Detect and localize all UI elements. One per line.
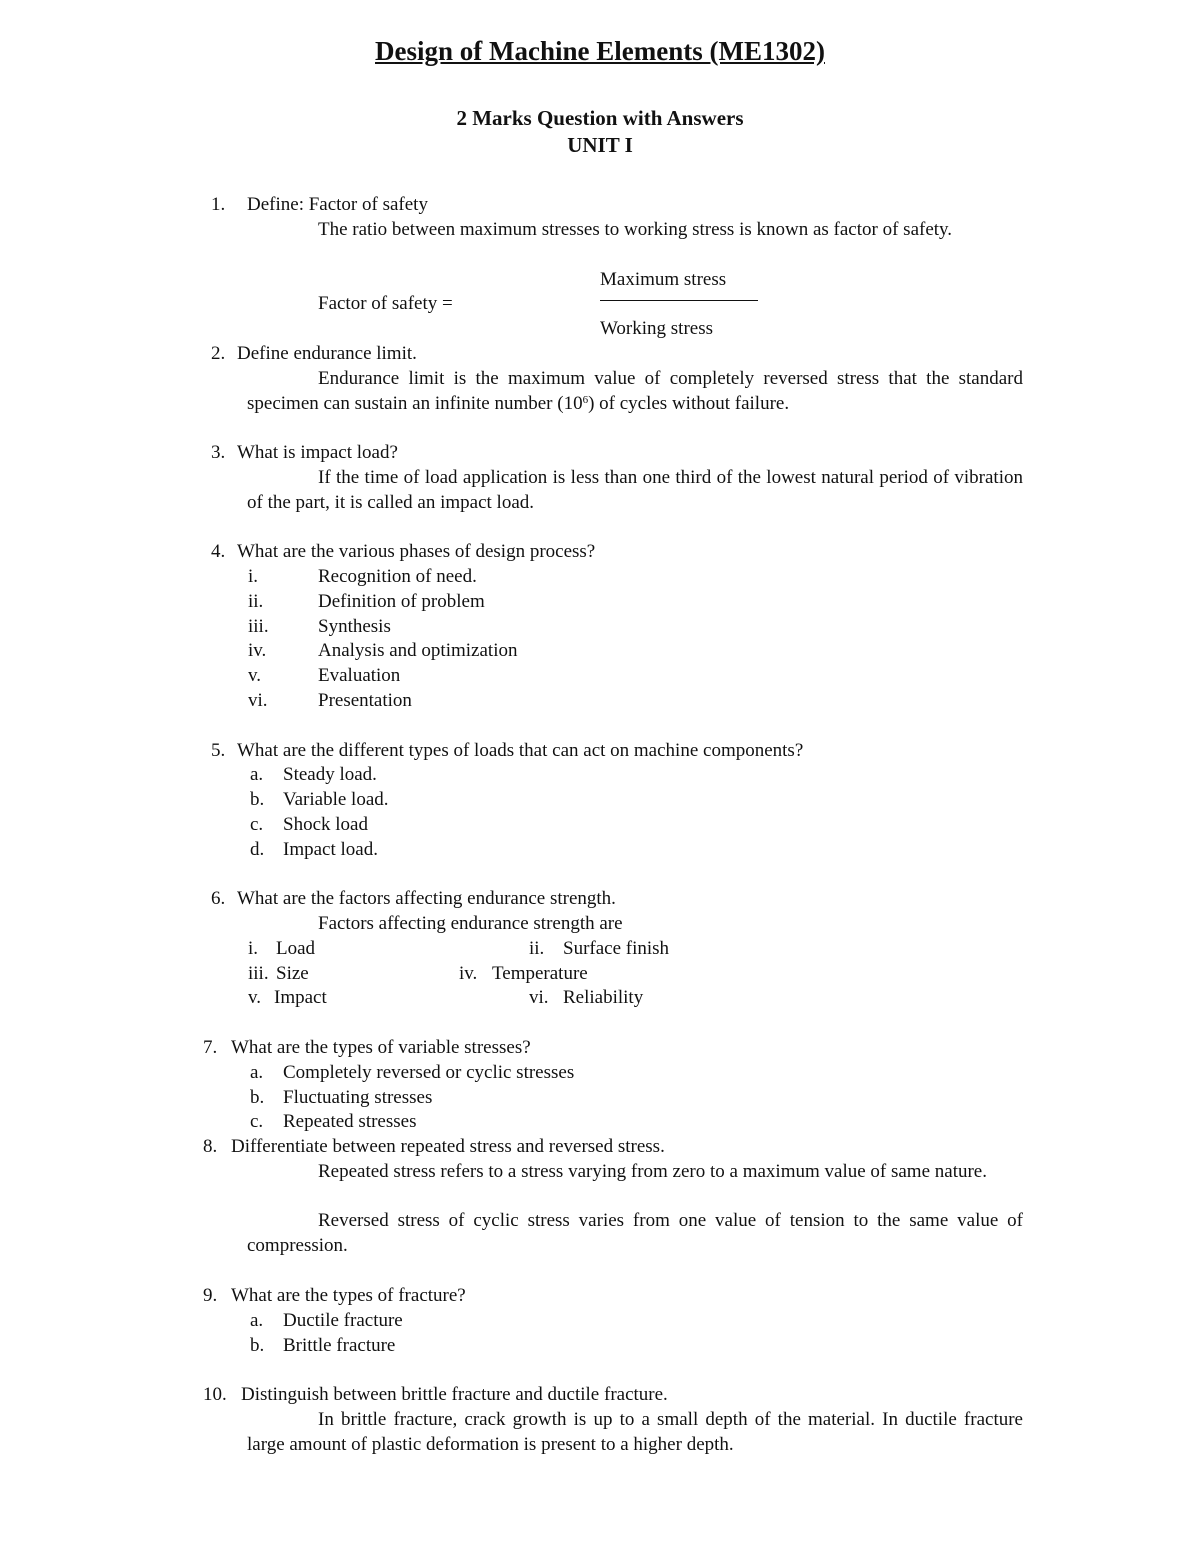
question-text: What are the types of variable stresses?	[231, 1037, 531, 1058]
formula-denominator: Working stress	[600, 318, 713, 339]
list-item: Temperature	[492, 963, 588, 984]
document-subtitle: 2 Marks Question with Answers	[456, 106, 744, 130]
list-marker: b.	[250, 1335, 265, 1356]
list-marker: a.	[250, 1310, 264, 1331]
question-number: 9.	[203, 1285, 218, 1306]
answer-text: Reversed stress of cyclic stress varies from one value of tension to the same value of compression.	[247, 1210, 1023, 1256]
list-item: Synthesis	[318, 616, 391, 637]
list-item: Size	[276, 963, 309, 984]
question-number: 1.	[211, 194, 226, 215]
list-item: Load	[276, 938, 316, 959]
question-text: Distinguish between brittle fracture and ductile fracture.	[241, 1384, 668, 1405]
answer-text: Repeated stress refers to a stress varying from zero to a maximum value of same nature.	[318, 1161, 987, 1182]
list-item: Reliability	[563, 987, 644, 1008]
list-item: Fluctuating stresses	[283, 1087, 433, 1108]
unit-heading: UNIT I	[567, 133, 633, 157]
list-marker: ii.	[248, 591, 264, 612]
list-item: Presentation	[318, 690, 412, 711]
list-marker: v.	[248, 987, 262, 1008]
question-number: 5.	[211, 740, 226, 761]
document-title: Design of Machine Elements (ME1302)	[375, 36, 825, 66]
question-number: 10.	[203, 1384, 227, 1405]
list-marker: a.	[250, 764, 264, 785]
formula-numerator: Maximum stress	[600, 269, 727, 290]
question-number: 2.	[211, 343, 226, 364]
superscript: 6	[582, 394, 589, 406]
list-marker: iv.	[459, 963, 478, 984]
answer-text: Endurance limit is the maximum value of completely reversed stress that the standard specimen can sustain an infinite number $(10^6)$ of cycles without failure.	[247, 368, 1023, 414]
list-item: Ductile fracture	[283, 1310, 403, 1331]
list-marker: ii.	[529, 938, 545, 959]
question-text: What is impact load?	[237, 442, 398, 463]
question-text: What are the factors affecting endurance strength.	[237, 888, 616, 909]
question-text: What are the various phases of design process?	[237, 541, 596, 562]
answer-text: If the time of load application is less than one third of the lowest natural period of vibration of the part, it is called an impact load.	[247, 467, 1023, 513]
list-item: Evaluation	[318, 665, 401, 686]
list-marker: v.	[248, 665, 262, 686]
question-number: 3.	[211, 442, 226, 463]
list-marker: b.	[250, 789, 265, 810]
list-item: Impact	[274, 987, 327, 1008]
list-item: Impact load.	[283, 839, 378, 860]
list-marker: i.	[248, 566, 259, 587]
question-number: 8.	[203, 1136, 218, 1157]
list-item: Shock load	[283, 814, 368, 835]
question-text: What are the different types of loads that can act on machine components?	[237, 740, 804, 761]
question-text: Define endurance limit.	[237, 343, 417, 364]
list-item: Definition of problem	[318, 591, 485, 612]
list-marker: iv.	[248, 640, 267, 661]
question-number: 6.	[211, 888, 226, 909]
list-marker: b.	[250, 1087, 265, 1108]
list-item: Completely reversed or cyclic stresses	[283, 1062, 575, 1083]
fraction-bar	[600, 300, 758, 301]
list-item: Brittle fracture	[283, 1335, 396, 1356]
question-number: 4.	[211, 541, 226, 562]
list-item: Analysis and optimization	[318, 640, 518, 661]
formula-lhs: Factor of safety =	[318, 293, 453, 314]
list-marker: iii.	[248, 616, 269, 637]
answer-intro: Factors affecting endurance strength are	[318, 913, 623, 934]
list-item: Recognition of need.	[318, 566, 477, 587]
list-marker: iii.	[248, 963, 269, 984]
list-item: Repeated stresses	[283, 1111, 417, 1132]
list-marker: i.	[248, 938, 259, 959]
list-marker: vi.	[529, 987, 549, 1008]
question-text: Define: Factor of safety	[247, 194, 428, 215]
list-marker: a.	[250, 1062, 264, 1083]
list-item: Variable load.	[283, 789, 389, 810]
list-item: Steady load.	[283, 764, 377, 785]
question-text: What are the types of fracture?	[231, 1285, 466, 1306]
list-item: Surface finish	[563, 938, 670, 959]
answer-text: In brittle fracture, crack growth is up to a small depth of the material. In ductile fracture large amount of plastic deformation is present to a higher depth.	[247, 1409, 1023, 1455]
list-marker: vi.	[248, 690, 268, 711]
list-marker: c.	[250, 1111, 264, 1132]
list-marker: c.	[250, 814, 264, 835]
list-marker: d.	[250, 839, 265, 860]
answer-text: The ratio between maximum stresses to working stress is known as factor of safety.	[318, 219, 953, 240]
question-text: Differentiate between repeated stress and reversed stress.	[231, 1136, 665, 1157]
question-number: 7.	[203, 1037, 218, 1058]
